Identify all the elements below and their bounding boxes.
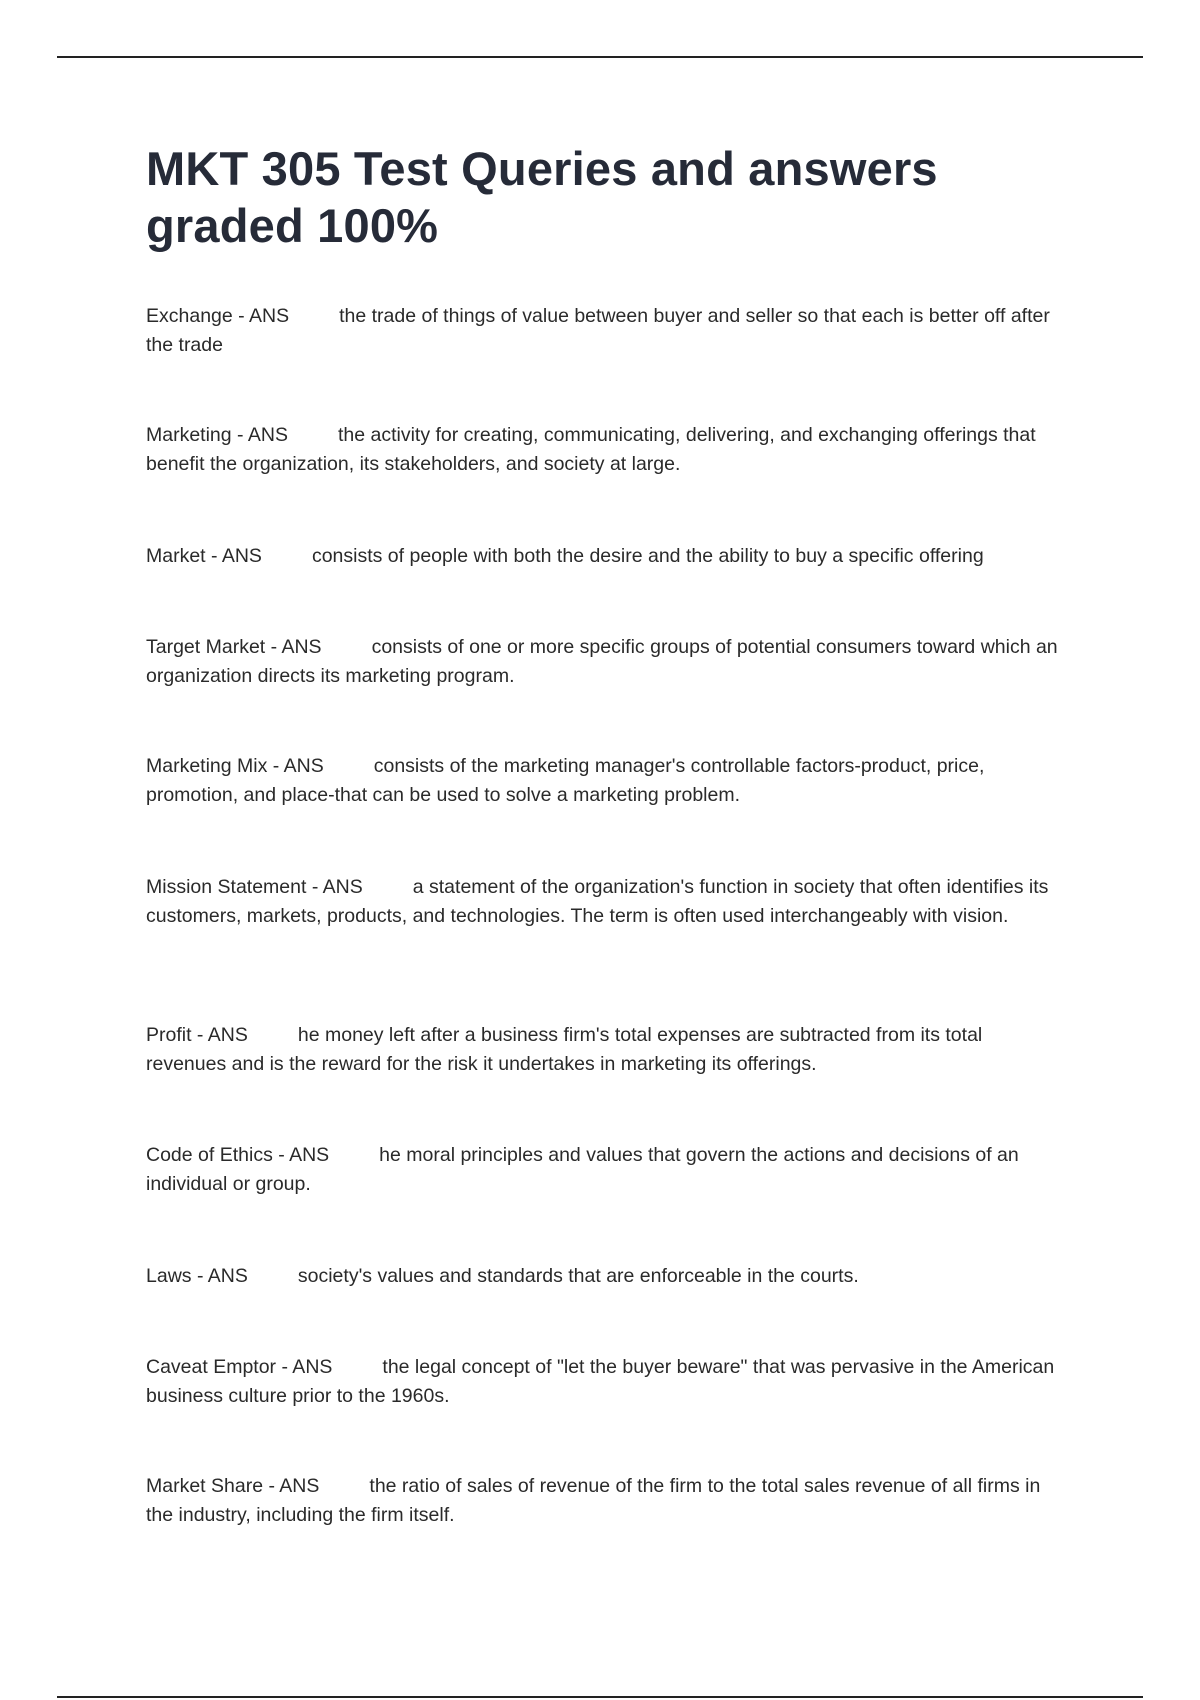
qa-entry (146, 1472, 1066, 1530)
qa-entry (146, 1141, 1066, 1199)
entry-definition: consists of the marketing manager's controllable factors-product, price, promotion, and place-that can be used to solve a marketing problem. (146, 755, 985, 806)
entry-term: Exchange - ANS (146, 305, 290, 327)
qa-entry (146, 873, 1066, 931)
entry-term: Caveat Emptor - ANS (146, 1356, 333, 1378)
entry-definition: the ratio of sales of revenue of the firm to the total sales revenue of all firms in the industry, including the firm itself. (146, 1475, 1041, 1526)
entry-definition: consists of people with both the desire and the ability to buy a specific offering (311, 545, 984, 567)
qa-entry (146, 1021, 1066, 1079)
entry-term: Profit - ANS (146, 1024, 248, 1046)
entry-term: Target Market - ANS (146, 636, 322, 658)
entry-definition: the trade of things of value between buyer and seller so that each is better off after the trade (146, 305, 1050, 356)
entry-term: Market Share - ANS (146, 1475, 320, 1497)
entry-definition: he money left after a business firm's total expenses are subtracted from its total revenues and is the reward for the risk it undertakes in marketing its offerings. (146, 1024, 983, 1075)
qa-entry (146, 1353, 1066, 1411)
top-rule (57, 56, 1143, 58)
qa-entry (146, 752, 1066, 810)
bottom-rule (57, 1696, 1143, 1698)
entry-term: Laws - ANS (146, 1265, 248, 1287)
entry-term: Marketing Mix - ANS (146, 755, 324, 777)
entry-term: Marketing - ANS (146, 424, 288, 446)
qa-entry (146, 1262, 1066, 1291)
entry-term: Market - ANS (146, 545, 262, 567)
page-title: MKT 305 Test Queries and answers graded 100% (146, 142, 938, 252)
entry-term: Code of Ethics - ANS (146, 1144, 330, 1166)
entry-definition: the activity for creating, communicating, delivering, and exchanging offerings that benefit the organization, its stakeholders, and society at large. (146, 424, 1036, 475)
entry-definition: consists of one or more specific groups of potential consumers toward which an organization directs its marketing program. (146, 636, 1058, 687)
entry-definition: the legal concept of "let the buyer beware" that was pervasive in the American business culture prior to the 1960s. (146, 1356, 1055, 1407)
entry-definition: society's values and standards that are enforceable in the courts. (297, 1265, 859, 1287)
qa-entry (146, 542, 1066, 571)
qa-entry (146, 302, 1066, 360)
qa-entry (146, 633, 1066, 691)
entry-definition: a statement of the organization's function in society that often identifies its customers, markets, products, and technologies. The term is often used interchangeably with vision. (146, 876, 1049, 927)
entry-term: Mission Statement - ANS (146, 876, 363, 898)
entry-definition: he moral principles and values that govern the actions and decisions of an individual or group. (146, 1144, 1019, 1195)
qa-entry (146, 421, 1066, 479)
